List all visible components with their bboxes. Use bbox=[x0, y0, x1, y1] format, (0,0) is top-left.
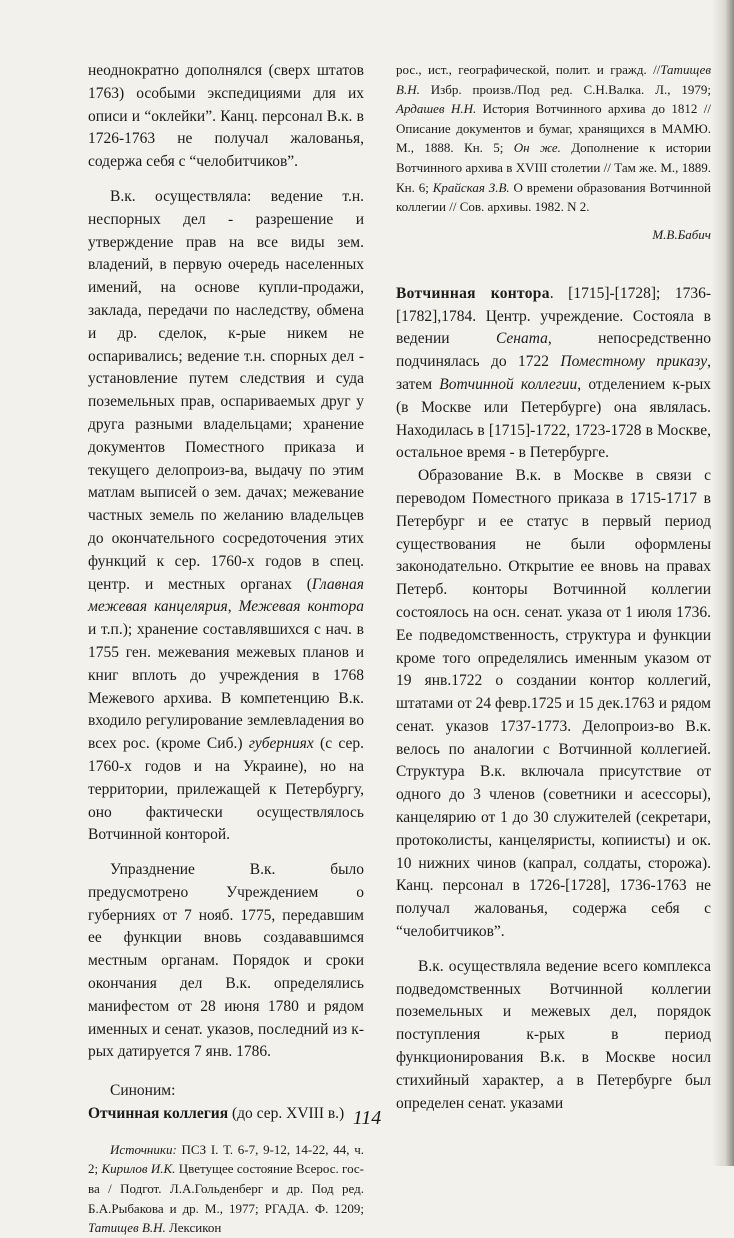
right-column bbox=[396, 60, 711, 1115]
cross-reference: Главная межевая канцелярия bbox=[88, 575, 364, 616]
cross-reference: Сената bbox=[495, 330, 548, 348]
text-run: Лексикон bbox=[165, 1220, 222, 1236]
cross-reference: Вотчинной коллегии bbox=[439, 375, 578, 393]
author-name: Татищев В.Н. bbox=[396, 62, 711, 97]
page-edge-shadow bbox=[712, 0, 734, 1166]
synonym-label: Синоним: bbox=[110, 1082, 176, 1100]
author-signature: М.В.Бабич bbox=[652, 226, 711, 242]
text-run: , затем bbox=[396, 353, 711, 393]
text-run: , отделением к-рых (в Москве или Петербурге) она являлась. Находилась в [1715]-1722, 1723-1728 в Москве, остальное время - в Петербурге. bbox=[396, 375, 711, 462]
text-run: О времени образования Вотчинной коллегии // Сов. архивы. 1982. N 2. bbox=[396, 179, 711, 215]
sources-continuation bbox=[396, 60, 711, 217]
synonym-term: Отчинная коллегия bbox=[88, 1105, 229, 1123]
paragraph-competence: В.к. осуществляла ведение всего комплекса подведомственных Вотчинной коллегии поземельных и межевых дел, порядок поступления к-рых в период функционирования В.к. в Москве носил стихийный характер, а в Петербурге был определен сенат. указами bbox=[396, 957, 711, 1112]
author-name: Татищев В.Н. bbox=[88, 1220, 166, 1236]
synonym-note: (до сер. XVIII в.) bbox=[228, 1105, 345, 1123]
text-run: Цветущее состояние Всерос. гос-ва / Подгот. Л.А.Гольденберг и др. Под ред. Б.А.Рыбакова и др. М., 1977; РГАДА. Ф. 1209; bbox=[88, 1161, 364, 1216]
text-run: ПСЗ I. Т. 6-7, 9-12, 14-22, 44, ч. 2; bbox=[88, 1141, 364, 1177]
text-run: рос., ист., географической, полит. и гражд. // bbox=[396, 62, 661, 77]
entry-intro bbox=[396, 283, 711, 465]
left-column bbox=[88, 60, 364, 1238]
paragraph-abolition: Упразднение В.к. было предусмотрено Учреждением о губерниях от 7 нояб. 1775, передавшим ее функции вновь создававшимся местным органам. Порядок и сроки окончания дел В.к. определялись манифестом от 28 июня 1780 и рядом именных и сенат. указов, последний из к-рых датируется 7 янв. 1786. bbox=[88, 861, 364, 1061]
text-run: В.к. осуществляла: ведение т.н. неспорных дел - разрешение и утверждение прав на все виды зем. владений, в первую очередь населенных имений, на основе купли-продажи, заклада, передачи по наследству, обмена и др. сделок, к-рые никем не оспаривались; ведение т.н. спорных дел - установление путем следствия и суда поземельных прав, оспариваемых друг у друга разными владельцами; хранение документов Поместного приказа и текущего делопроиз-ва, выдачу по этим матлам выписей о зем. дачах; межевание частных земель по желанию владельцев до окончательного сосредоточения этих функций к сер. 1760-х годов в спец. центр. и местных органах ( bbox=[88, 187, 364, 593]
text-run: История Вотчинного архива до 1812 //Описание документов и бумаг, хранящихся в МАМЮ. М., 1888. Кн. 5; bbox=[396, 101, 711, 156]
paragraph-continuation: неоднократно дополнялся (сверх штатов 1763) особыми экспедициями для их описи и “оклейки”. Канц. персонал В.к. в 1726-1763 не получал жалованья, содержа себя с “челобитчиков”. bbox=[88, 62, 364, 171]
sources-label: Источники: bbox=[110, 1141, 177, 1157]
text-run: Дополнение к истории Вотчинного архива в XVIII столетии // Там же. М., 1889. Кн. 6; bbox=[396, 140, 711, 195]
author-name: Он же. bbox=[513, 140, 561, 156]
cross-reference: Поместному приказу bbox=[560, 353, 708, 371]
sources-block bbox=[88, 1140, 364, 1238]
author-name: Кирилов И.К. bbox=[101, 1161, 176, 1177]
page-number: 114 bbox=[352, 1107, 382, 1129]
text-run: . [1715]-[1728]; 1736-[1782],1784. Центр. учреждение. Состояла в ведении bbox=[396, 284, 711, 348]
text-run: и т.п.); хранение составлявшихся с нач. в 1755 ген. межевания межевых планов и книг вплоть до учреждения в 1768 Межевого архива. В компетенцию В.к. входило регулирование землевладения во всех рос. (кроме Сиб.) bbox=[88, 621, 364, 753]
text-run: , bbox=[227, 598, 239, 616]
paragraph-formation: Образование В.к. в Москве в связи с переводом Поместного приказа в 1715-1717 в Петербург и ее статус в первый период существования не были оформлены законодательно. Открытие ее вновь на правах Петерб. конторы Вотчинной коллегии состоялось на осн. сенат. указа от 1 июля 1736. Ее подведомственность, структура и функции кроме того определялись именным указом от 19 янв.1722 о создании контор коллегий, штатами от 24 февр.1725 и 15 дек.1763 и рядом сенат. указов 1737-1773. Делопроиз-во В.к. велось по аналогии с Вотчинной коллегией. Структура В.к. включала присутствие от одного до 3 членов (советники и асессоры), канцелярию от 1 до 30 служителей (секретари, протоколисты, канцеляристы, копиисты) и ок. 10 нижних чинов (капрал, солдаты, сторожа). Канц. персонал в 1726-[1728], 1736-1763 не получал жалованья, содержа себя с “челобитчиков”. bbox=[396, 467, 711, 941]
author-name: Ардашев Н.Н. bbox=[396, 101, 477, 117]
entry-headword: Вотчинная контора bbox=[396, 284, 550, 302]
text-run: , непосредственно подчинялась до 1722 bbox=[396, 330, 711, 371]
cross-reference: губерниях bbox=[248, 735, 314, 753]
cross-reference: Межевая контора bbox=[238, 598, 364, 616]
text-run: (с сер. 1760-х годов и на Украине), но на территории, прилежащей к Петербургу, оно фактически осуществлялось Вотчинной конторой. bbox=[88, 735, 364, 844]
author-name: Крайская З.В. bbox=[432, 179, 510, 195]
text-run: Избр. произв./Под ред. С.Н.Валка. Л., 1979; bbox=[419, 81, 711, 97]
paragraph-functions bbox=[88, 186, 364, 847]
